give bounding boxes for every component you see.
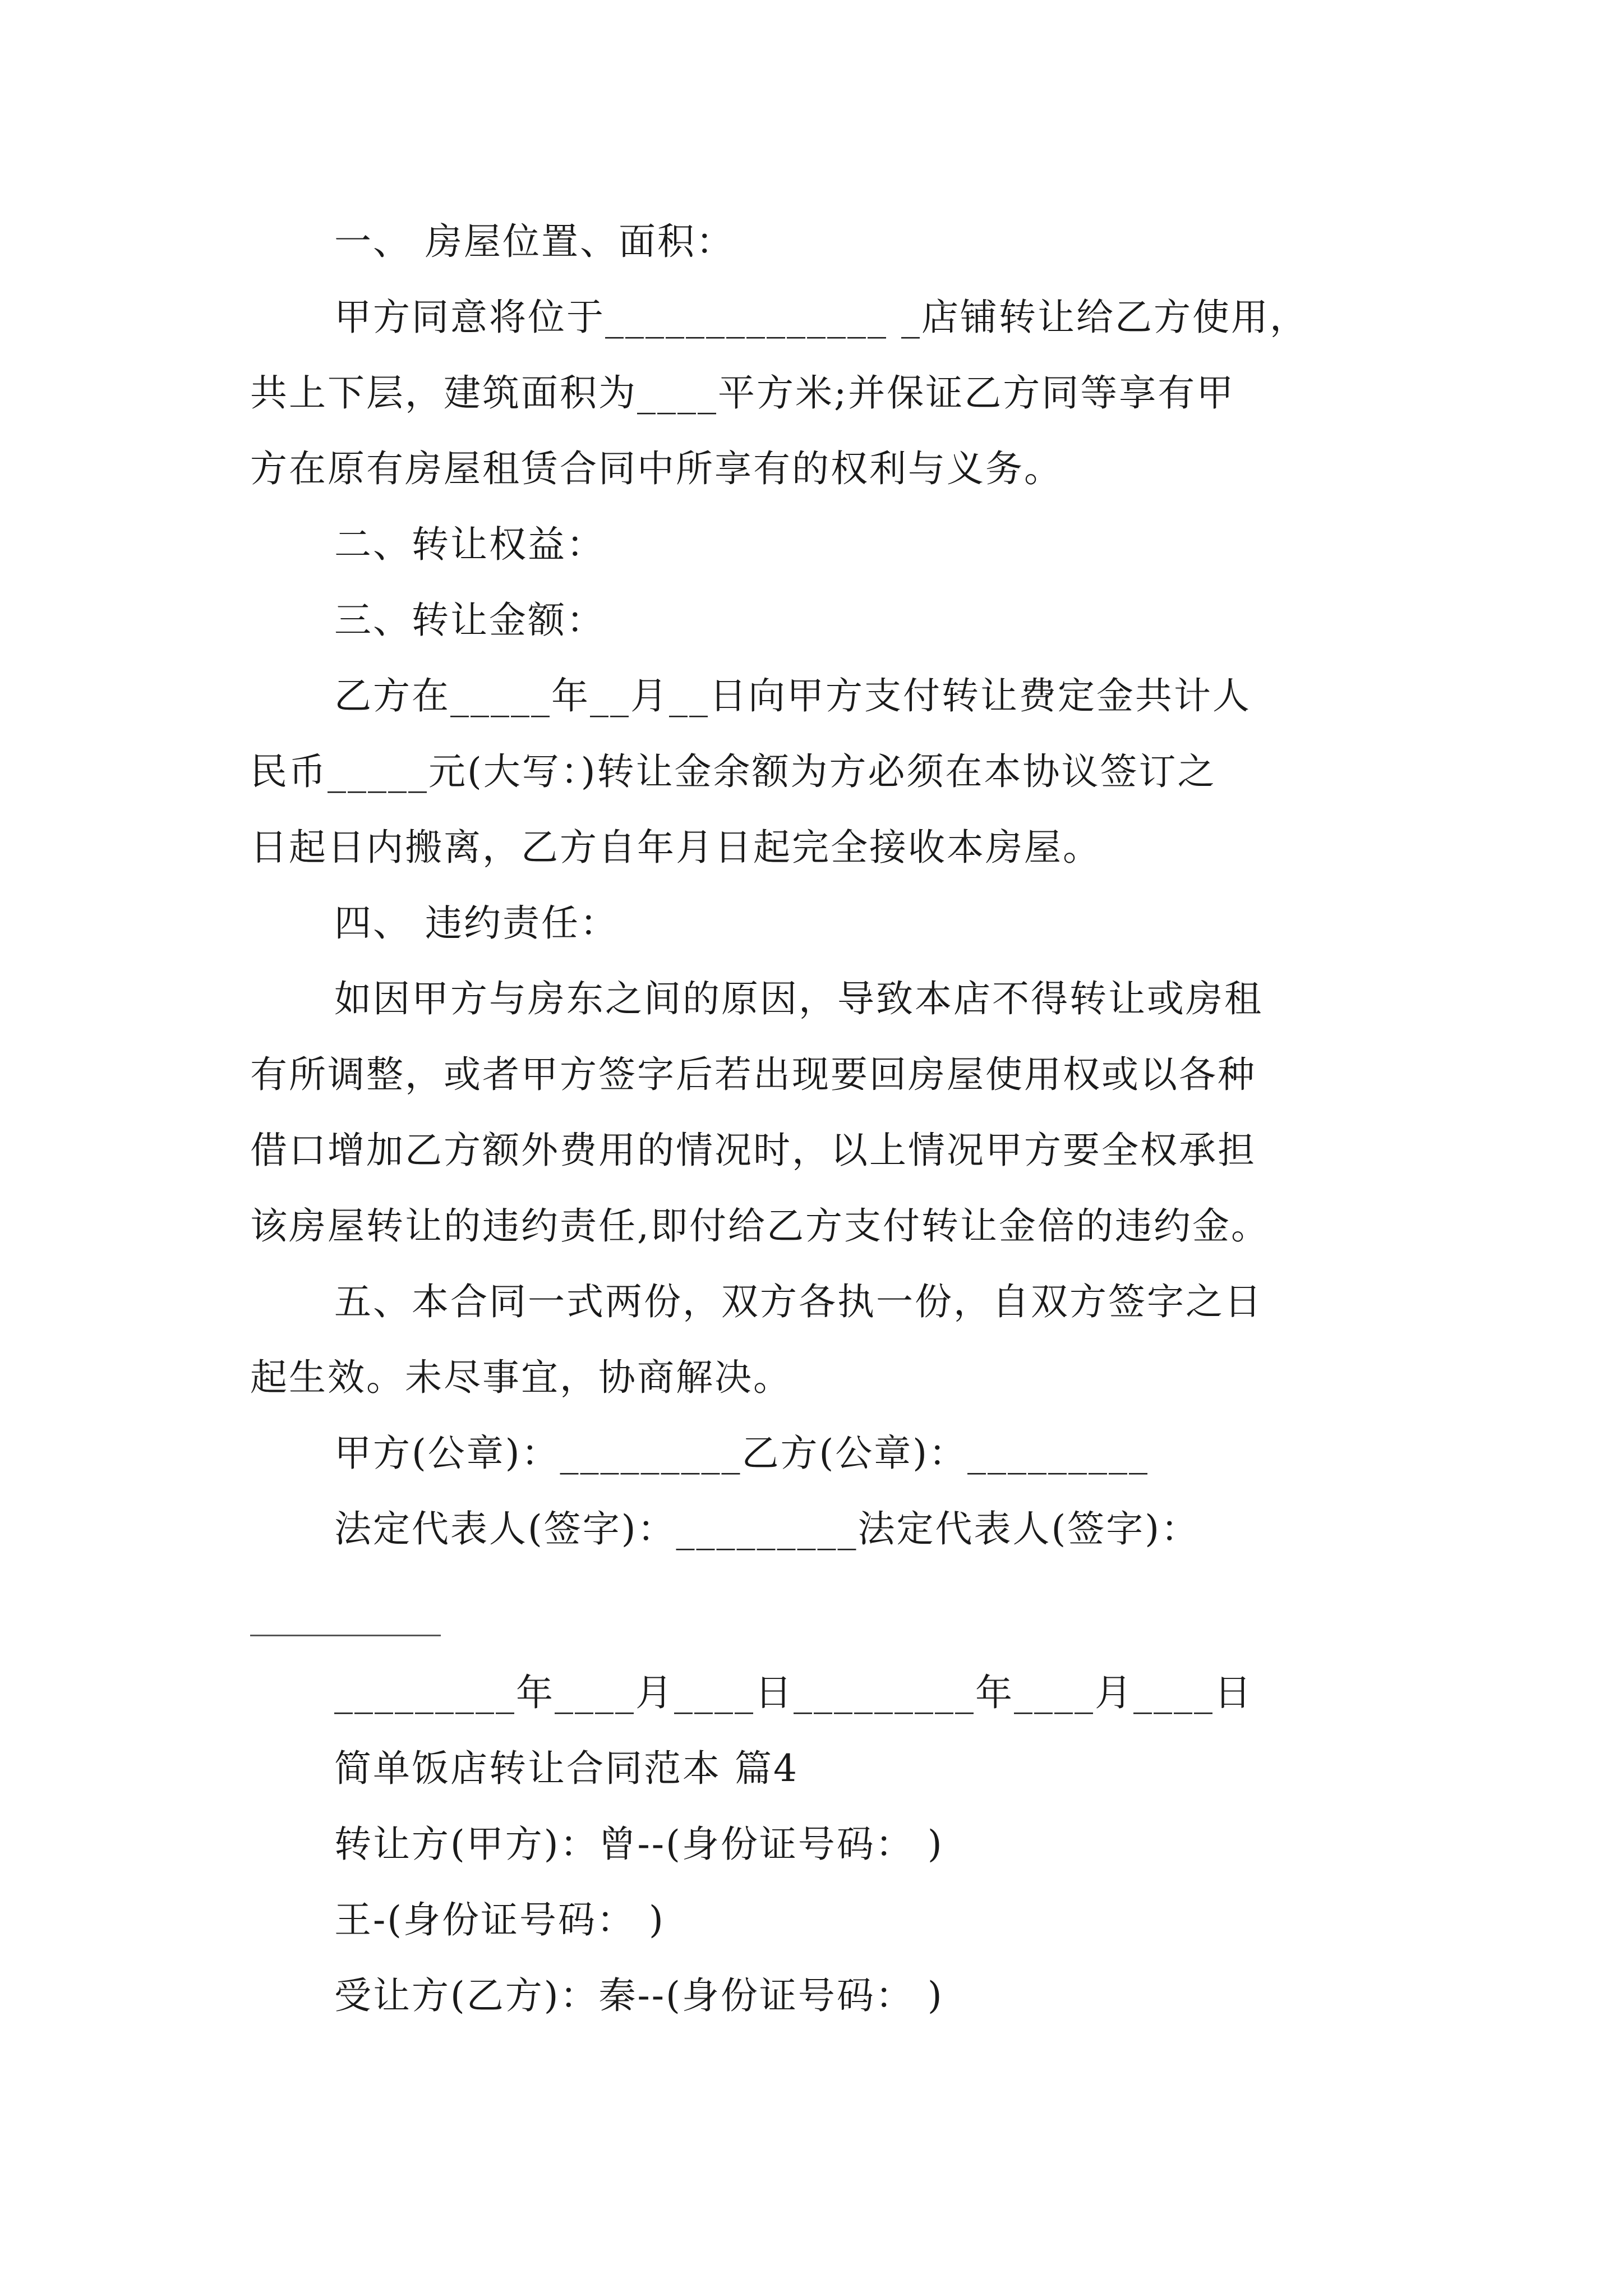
party-line: 王-(身份证号码： ): [334, 1898, 665, 1941]
signature-seal-line: 甲方(公章)：_________乙方(公章)：_________: [334, 1432, 1149, 1475]
paragraph-line: 起生效。未尽事宜，协商解决。: [250, 1356, 792, 1399]
paragraph-line: 民币_____元(大写：)转让金余额为方必须在本协议签订之: [250, 750, 1216, 793]
section-heading-location-area: 一、 房屋位置、面积：: [334, 220, 735, 263]
paragraph-line: 五、本合同一式两份，双方各执一份，自双方签字之日: [334, 1280, 1263, 1323]
party-line: 转让方(甲方)：曾--(身份证号码： ): [334, 1823, 944, 1866]
section-heading-breach-liability: 四、 违约责任：: [334, 901, 619, 945]
party-line: 受让方(乙方)：秦--(身份证号码： ): [334, 1974, 944, 2017]
paragraph-line: 有所调整，或者甲方签字后若出现要回房屋使用权或以各种: [250, 1053, 1256, 1096]
paragraph-line: 该房屋转让的违约责任,即付给乙方支付转让金倍的违约金。: [250, 1204, 1270, 1248]
signature-representative-line: 法定代表人(签字)：_________法定代表人(签字)：: [334, 1507, 1200, 1550]
signature-date-line: _________年____月____日_________年____月____日: [334, 1671, 1253, 1714]
section-heading-transfer-amount: 三、转让金额：: [334, 599, 605, 642]
paragraph-line: 共上下层，建筑面积为____平方米;并保证乙方同等享有甲: [250, 371, 1235, 415]
paragraph-line: 日起日内搬离，乙方自年月日起完全接收本房屋。: [250, 826, 1101, 869]
paragraph-line: 乙方在_____年__月__日向甲方支付转让费定金共计人: [334, 674, 1251, 717]
paragraph-line: 如因甲方与房东之间的原因，导致本店不得转让或房租: [334, 977, 1263, 1020]
paragraph-line: 甲方同意将位于______________ _店铺转让给乙方使用，: [334, 296, 1308, 339]
paragraph-line: 方在原有房屋租赁合同中所享有的权利与义务。: [250, 447, 1063, 490]
section-heading-transfer-rights: 二、转让权益：: [334, 523, 605, 566]
next-template-title: 简单饭店转让合同范本 篇4: [334, 1747, 799, 1790]
paragraph-line: 借口增加乙方额外费用的情况时，以上情况甲方要全权承担: [250, 1129, 1256, 1172]
signature-blank-underline: [250, 1635, 441, 1636]
